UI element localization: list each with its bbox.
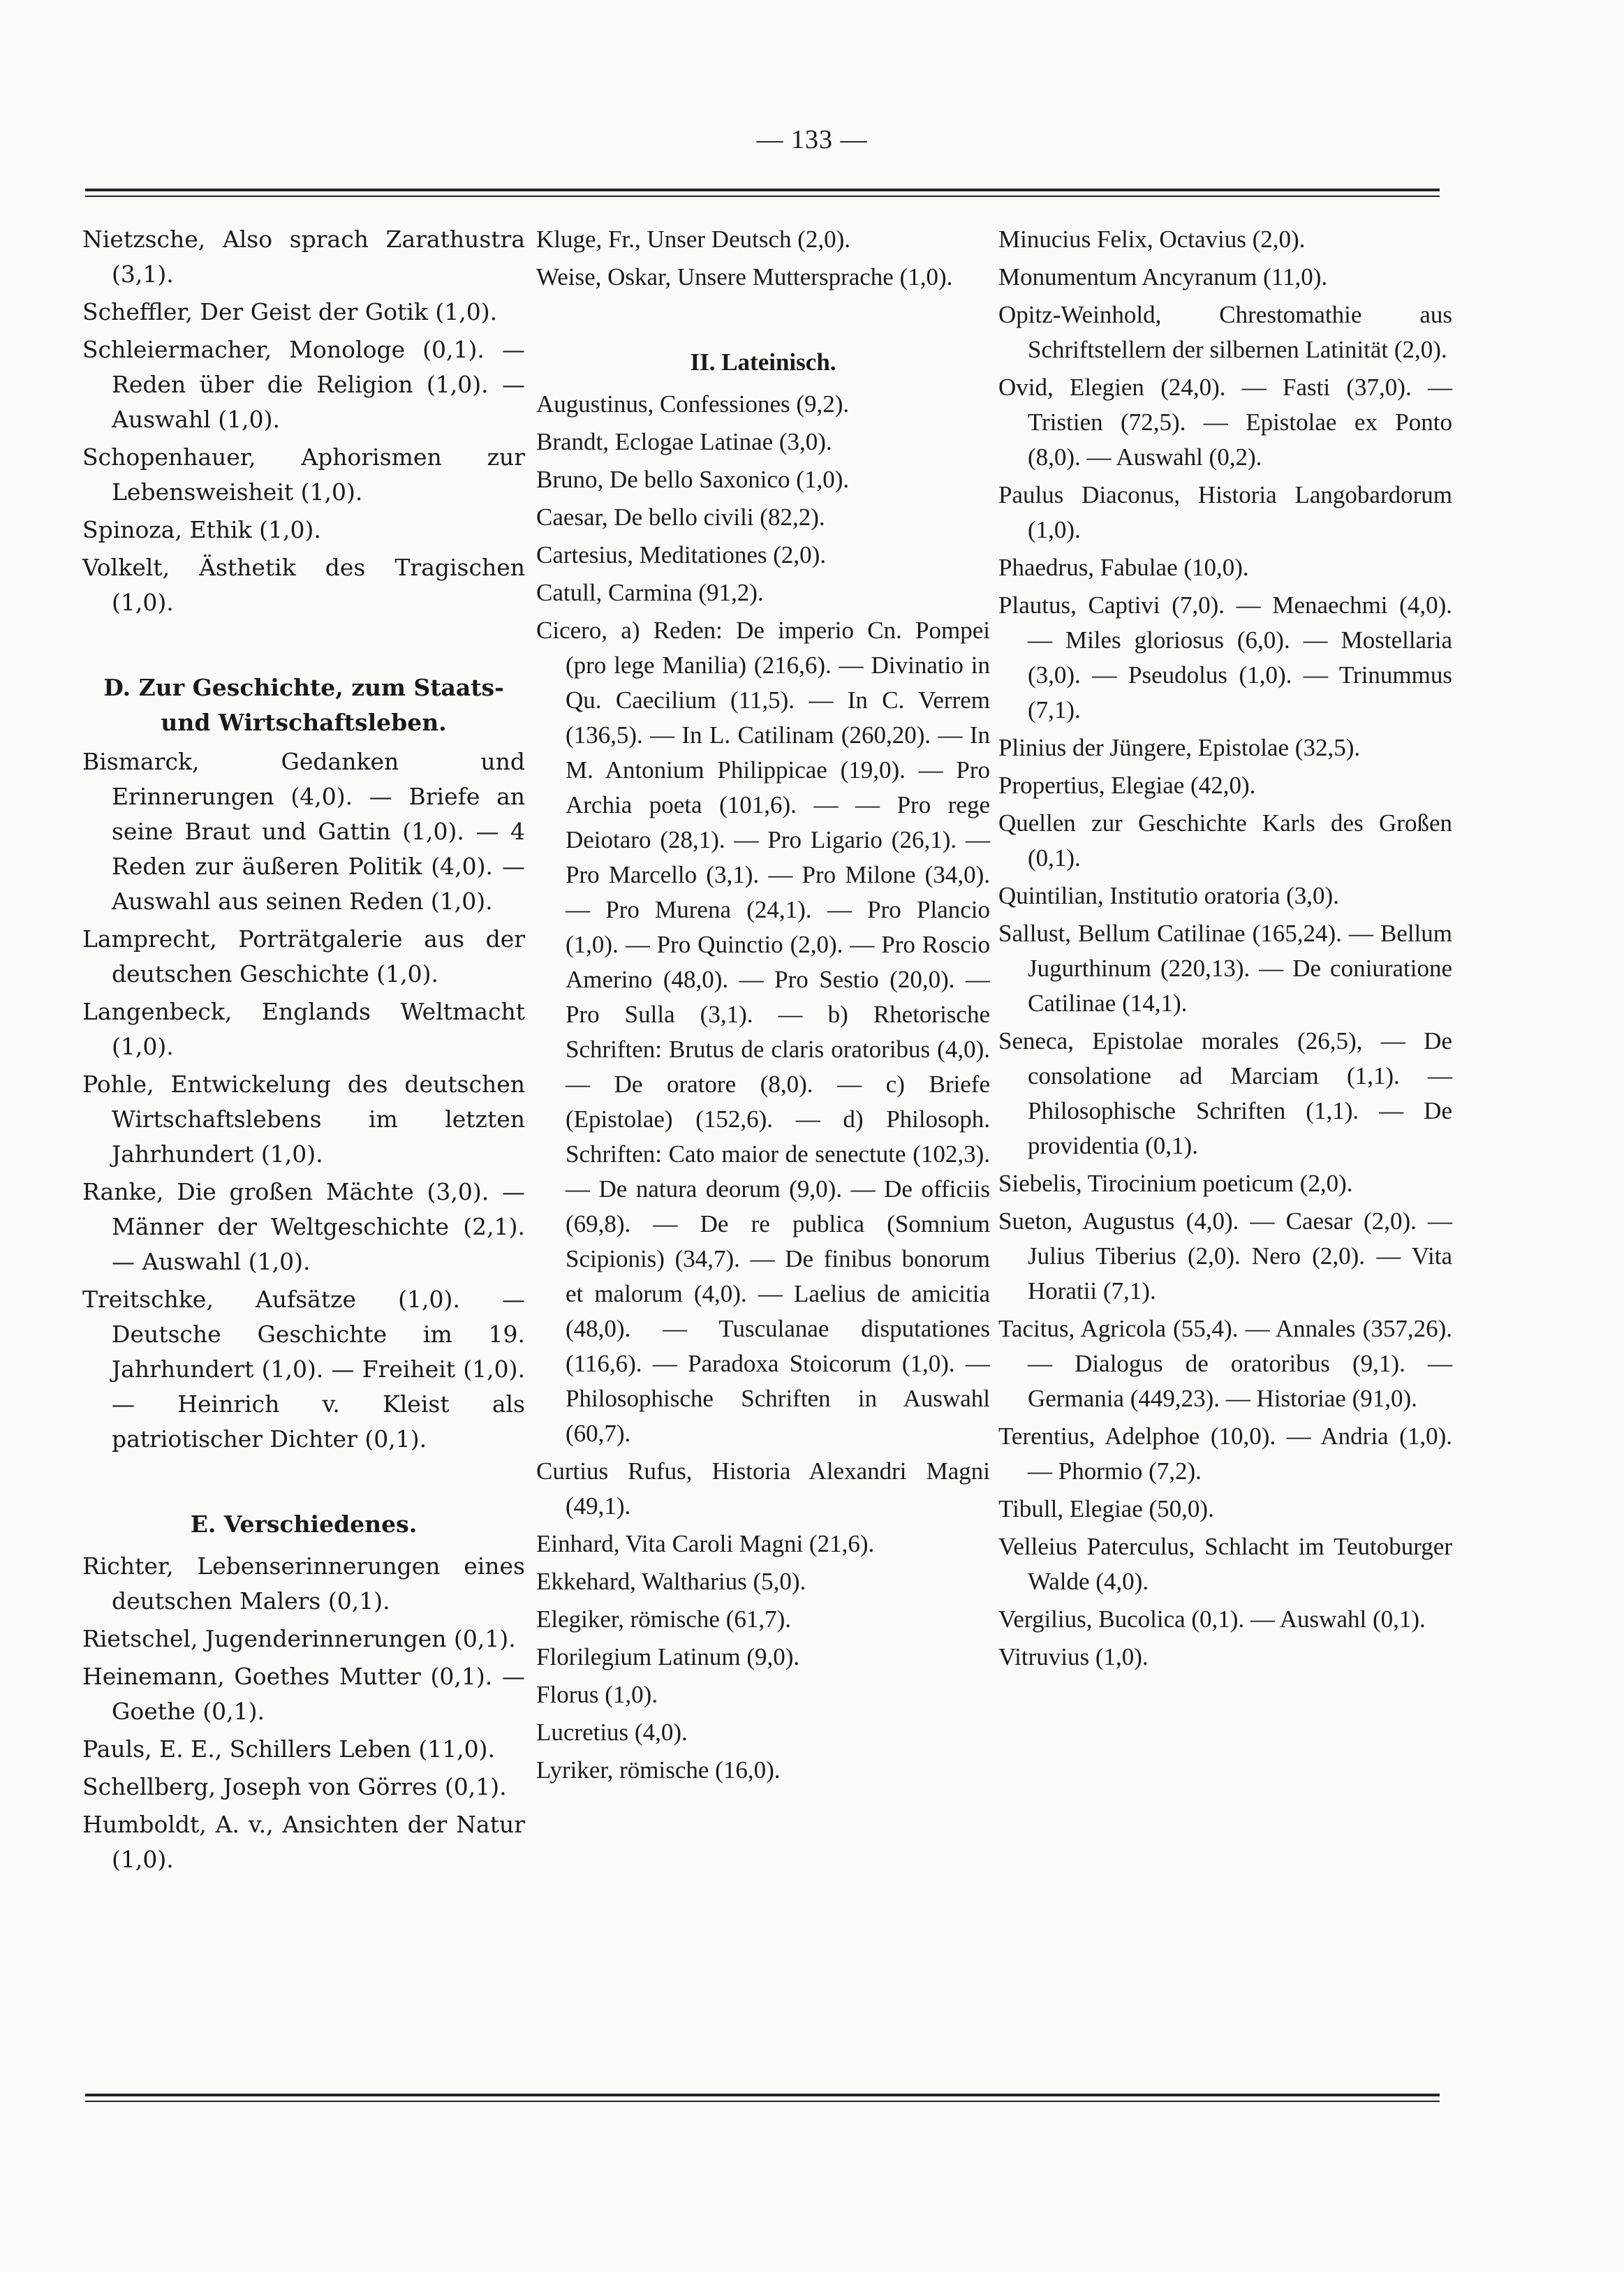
column-2 (536, 222, 990, 1791)
entry: Tibull, Elegiae (50,0). (998, 1495, 1214, 1522)
entry: Florus (1,0). (536, 1681, 658, 1708)
entry: Nietzsche, Also sprach Zarathustra (3,1). (82, 226, 525, 288)
entry: Propertius, Elegiae (42,0). (998, 772, 1256, 799)
entry: Lyriker, römische (16,0). (536, 1756, 781, 1784)
entry: Plinius der Jüngere, Epistolae (32,5). (998, 734, 1361, 761)
top-rule (85, 189, 1440, 191)
entry: Brandt, Eclogae Latinae (3,0). (536, 428, 832, 455)
column-1 (82, 222, 525, 1880)
entry: Treitschke, Aufsätze (1,0). — Deutsche Geschichte im 19. Jahrhundert (1,0). — Freiheit (1,0). — Heinrich v. Kleist als patriotischer Dichter (0,1). (82, 1286, 525, 1453)
entry: Siebelis, Tirocinium poeticum (2,0). (998, 1170, 1353, 1197)
entry: Quintilian, Institutio oratoria (3,0). (998, 882, 1339, 909)
entry: Cicero, a) Reden: De imperio Cn. Pompei (pro lege Manilia) (216,6). — Divinatio in Qu. Caecilium (11,5). — In C. Verrem (136,5). — In L. Catilinam (260,20). — In M. Antonium Philippicae (19,0). — Pro Archia poeta (101,6). — — Pro rege Deiotaro (28,1). — Pro Ligario (26,1). — Pro Marcello (3,1). — Pro Milone (34,0). — Pro Murena (24,1). — Pro Plancio (1,0). — Pro Quinctio (2,0). — Pro Roscio Amerino (48,0). — Pro Sestio (20,0). — Pro Sulla (3,1). — b) Rhetorische Schriften: Brutus de claris oratoribus (4,0). — De oratore (8,0). — c) Briefe (Epistolae) (152,6). — d) Philosoph. Schriften: Cato maior de senectute (102,3). — De natura deorum (9,0). — De officiis (69,8). — De re publica (Somnium Scipionis) (34,7). — De finibus bonorum et malorum (4,0). — Laelius de amicitia (48,0). — Tusculanae disputationes (116,6). — Paradoxa Stoicorum (1,0). — Philosophische Schriften in Auswahl (60,7). (536, 617, 990, 1447)
entry: Florilegium Latinum (9,0). (536, 1643, 800, 1670)
entry: Quellen zur Geschichte Karls des Großen (0,1). (998, 809, 1452, 872)
entry: Cartesius, Meditationes (2,0). (536, 541, 827, 568)
entry: Sueton, Augustus (4,0). — Caesar (2,0). — Julius Tiberius (2,0). Nero (2,0). — Vita Horatii (7,1). (998, 1207, 1452, 1304)
section-heading-e: E. Verschiedenes. (190, 1511, 418, 1538)
bottom-rule (85, 2094, 1440, 2096)
entry: Heinemann, Goethes Mutter (0,1). — Goethe (0,1). (82, 1663, 525, 1725)
entry: Vitruvius (1,0). (998, 1643, 1149, 1670)
entry: Curtius Rufus, Historia Alexandri Magni (49,1). (536, 1457, 990, 1520)
section-heading-d-line2: und Wirtschaftsleben. (161, 709, 447, 736)
entry: Schleiermacher, Monologe (0,1). — Reden über die Religion (1,0). — Auswahl (1,0). (82, 336, 525, 433)
entry: Caesar, De bello civili (82,2). (536, 504, 825, 531)
entry: Bruno, De bello Saxonico (1,0). (536, 466, 850, 493)
entry: Langenbeck, Englands Weltmacht (1,0). (82, 998, 525, 1060)
entry: Humboldt, A. v., Ansichten der Natur (1,0). (82, 1811, 525, 1873)
entry: Pauls, E. E., Schillers Leben (11,0). (82, 1735, 496, 1763)
entry: Ovid, Elegien (24,0). — Fasti (37,0). — Tristien (72,5). — Epistolae ex Ponto (8,0). — Auswahl (0,2). (998, 374, 1452, 471)
top-rule-thin (85, 196, 1440, 197)
entry: Bismarck, Gedanken und Erinnerungen (4,0). — Briefe an seine Braut und Gattin (1,0). — 4 Reden zur äußeren Politik (4,0). — Auswahl aus seinen Reden (1,0). (82, 748, 525, 915)
entry: Lamprecht, Porträtgalerie aus der deutschen Geschichte (1,0). (82, 925, 525, 987)
entry: Volkelt, Ästhetik des Tragischen (1,0). (82, 554, 525, 616)
entry: Augustinus, Confessiones (9,2). (536, 390, 850, 418)
entry: Monumentum Ancyranum (11,0). (998, 263, 1328, 291)
entry: Sallust, Bellum Catilinae (165,24). — Bellum Jugurthinum (220,13). — De coniuratione Catilinae (14,1). (998, 920, 1452, 1017)
entry: Lucretius (4,0). (536, 1719, 688, 1746)
entry: Tacitus, Agricola (55,4). — Annales (357,26). — Dialogus de oratoribus (9,1). — Germania (449,23). — Historiae (91,0). (998, 1315, 1452, 1412)
entry: Elegiker, römische (61,7). (536, 1605, 792, 1633)
section-heading-d: D. Zur Geschichte, zum Staats- (103, 674, 504, 701)
entry: Seneca, Epistolae morales (26,5), — De consolatione ad Marciam (1,1). — Philosophische Schriften (1,1). — De providentia (0,1). (998, 1027, 1452, 1159)
bottom-rule-thin (85, 2101, 1440, 2102)
section-heading-latin: II. Lateinisch. (690, 348, 836, 376)
entry: Richter, Lebenserinnerungen eines deutschen Malers (0,1). (82, 1552, 525, 1615)
entry: Spinoza, Ethik (1,0). (82, 516, 321, 543)
entry: Kluge, Fr., Unser Deutsch (2,0). (536, 226, 851, 253)
entry: Ranke, Die großen Mächte (3,0). — Männer der Weltgeschichte (2,1). — Auswahl (1,0). (82, 1178, 525, 1275)
entry: Terentius, Adelphoe (10,0). — Andria (1,0). — Phormio (7,2). (998, 1423, 1452, 1485)
entry: Pohle, Entwickelung des deutschen Wirtschaftslebens im letzten Jahrhundert (1,0). (82, 1071, 525, 1168)
page-number: — 133 — (756, 125, 868, 154)
entry: Weise, Oskar, Unsere Muttersprache (1,0). (536, 263, 953, 291)
entry: Vergilius, Bucolica (0,1). — Auswahl (0,1). (998, 1605, 1426, 1633)
column-3 (998, 222, 1452, 1677)
entry: Einhard, Vita Caroli Magni (21,6). (536, 1530, 875, 1557)
entry: Schopenhauer, Aphorismen zur Lebensweisheit (1,0). (82, 443, 525, 506)
entry: Rietschel, Jugenderinnerungen (0,1). (82, 1625, 516, 1652)
entry: Paulus Diaconus, Historia Langobardorum (1,0). (998, 481, 1452, 543)
entry: Plautus, Captivi (7,0). — Menaechmi (4,0). — Miles gloriosus (6,0). — Mostellaria (3,0). — Pseudolus (1,0). — Trinummus (7,1). (998, 591, 1452, 723)
entry: Ekkehard, Waltharius (5,0). (536, 1568, 806, 1595)
entry: Opitz-Weinhold, Chrestomathie aus Schriftstellern der silbernen Latinität (2,0). (998, 301, 1452, 363)
entry: Velleius Paterculus, Schlacht im Teutoburger Walde (4,0). (998, 1533, 1452, 1595)
entry: Scheffler, Der Geist der Gotik (1,0). (82, 298, 498, 325)
entry: Schellberg, Joseph von Görres (0,1). (82, 1773, 507, 1800)
entry: Minucius Felix, Octavius (2,0). (998, 226, 1306, 253)
entry: Phaedrus, Fabulae (10,0). (998, 554, 1249, 581)
entry: Catull, Carmina (91,2). (536, 579, 764, 606)
